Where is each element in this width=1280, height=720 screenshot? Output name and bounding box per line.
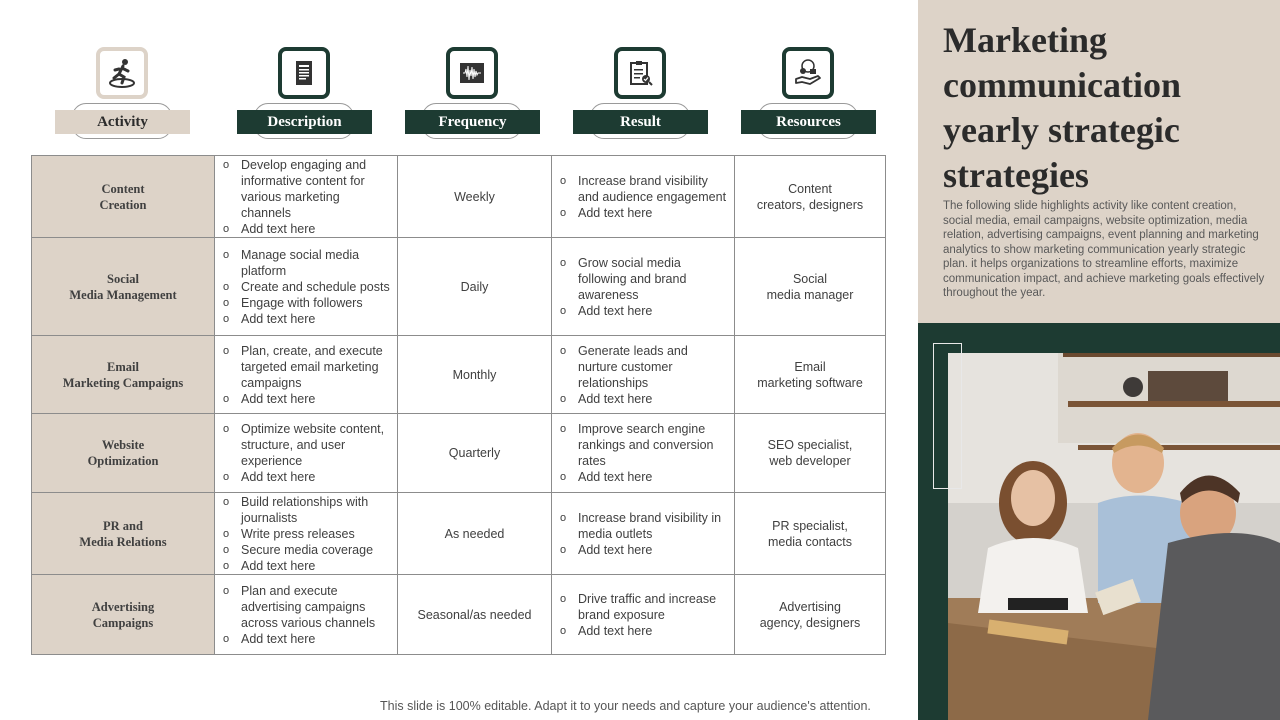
- list-item: o Add text here: [223, 558, 391, 574]
- activity-name: PR and Media Relations: [79, 518, 167, 549]
- resources-text: PR specialist, media contacts: [767, 518, 853, 549]
- list-item: o Drive traffic and increase brand exposure: [560, 591, 728, 623]
- header-resources: [741, 0, 876, 140]
- list-item: o Generate leads and nurture customer relationships: [560, 343, 728, 391]
- bullet-list: [552, 510, 734, 558]
- description-cell: [215, 414, 398, 493]
- resources-cell: [735, 336, 886, 414]
- result-cell: [552, 493, 735, 575]
- resources-text: SEO specialist, web developer: [767, 438, 853, 468]
- list-item: o Improve search engine rankings and conversion rates: [560, 421, 728, 469]
- list-item: o Add text here: [223, 311, 391, 327]
- page-description: The following slide highlights activity like content creation, social media, email campaigns, website optimization, media relation, advertising campaigns, event planning and marketing analytics to show marketing communication yearly strategic plan. it helps organizations to streamline efforts, maximize communication impact, and achieve marketing goals effectively throughout the year.: [943, 200, 1265, 299]
- list-item: o Add text here: [560, 623, 728, 639]
- activity-cell: [32, 156, 215, 238]
- header-label-frequency: Frequency: [405, 110, 540, 134]
- activity-cell: [32, 575, 215, 655]
- list-item: o Add text here: [223, 221, 391, 237]
- list-item: o Develop engaging and informative content for various marketing channels: [223, 157, 391, 221]
- header-description: [237, 0, 372, 140]
- list-item: o Add text here: [560, 542, 728, 558]
- header-activity: [55, 0, 190, 140]
- team-meeting-photo: [948, 353, 1280, 720]
- list-item: o Increase brand visibility in media outlets: [560, 510, 728, 542]
- header-result: [573, 0, 708, 140]
- result-cell: [552, 238, 735, 336]
- activity-name: Social Media Management: [69, 271, 177, 302]
- header-label-result: Result: [573, 110, 708, 134]
- description-cell: [215, 238, 398, 336]
- table-row: [32, 493, 886, 575]
- resources-text: Email marketing software: [757, 359, 863, 390]
- hand-money-icon: [782, 47, 834, 99]
- list-item: o Secure media coverage: [223, 542, 391, 558]
- activity-name: Website Optimization: [87, 438, 159, 468]
- activity-name: Email Marketing Campaigns: [62, 359, 184, 390]
- bullet-list: [215, 494, 397, 574]
- frequency-cell: Monthly: [398, 336, 552, 414]
- resources-text: Social media manager: [766, 271, 854, 302]
- bullet-list: [215, 343, 397, 407]
- list-item: o Plan, create, and execute targeted email marketing campaigns: [223, 343, 391, 391]
- list-item: o Create and schedule posts: [223, 279, 391, 295]
- activity-cell: [32, 493, 215, 575]
- list-item: o Add text here: [560, 469, 728, 485]
- list-item: o Engage with followers: [223, 295, 391, 311]
- list-item: o Add text here: [223, 391, 391, 407]
- list-item: o Add text here: [560, 303, 728, 319]
- resources-text: Advertising agency, designers: [759, 599, 861, 630]
- activity-cell: [32, 414, 215, 493]
- list-item: o Add text here: [223, 631, 391, 647]
- resources-cell: [735, 156, 886, 238]
- list-item: o Increase brand visibility and audience engagement: [560, 173, 728, 205]
- description-cell: [215, 575, 398, 655]
- clipboard-check-icon: [614, 47, 666, 99]
- list-item: o Add text here: [223, 469, 391, 485]
- result-cell: [552, 414, 735, 493]
- resources-text: Content creators, designers: [756, 181, 864, 212]
- activity-cell: [32, 238, 215, 336]
- bullet-list: [215, 157, 397, 237]
- list-item: o Manage social media platform: [223, 247, 391, 279]
- list-item: o Grow social media following and brand awareness: [560, 255, 728, 303]
- header-label-activity: Activity: [55, 110, 190, 134]
- resources-cell: [735, 238, 886, 336]
- list-item: o Add text here: [560, 391, 728, 407]
- footer-note: This slide is 100% editable. Adapt it to your needs and capture your audience's attention.: [380, 699, 871, 713]
- result-cell: [552, 156, 735, 238]
- description-cell: [215, 336, 398, 414]
- frequency-cell: Weekly: [398, 156, 552, 238]
- document-icon: [278, 47, 330, 99]
- description-cell: [215, 493, 398, 575]
- header-label-resources: Resources: [741, 110, 876, 134]
- table-row: [32, 575, 886, 655]
- table-row: [32, 336, 886, 414]
- list-item: o Plan and execute advertising campaigns across various channels: [223, 583, 391, 631]
- bullet-list: [215, 421, 397, 485]
- sound-wave-icon: [446, 47, 498, 99]
- description-cell: [215, 156, 398, 238]
- bullet-list: [552, 591, 734, 639]
- person-walking-icon: [96, 47, 148, 99]
- resources-cell: [735, 414, 886, 493]
- table-row: [32, 238, 886, 336]
- strategy-table: [31, 155, 886, 655]
- frequency-cell: Seasonal/as needed: [398, 575, 552, 655]
- frequency-cell: Daily: [398, 238, 552, 336]
- activity-name: Advertising Campaigns: [91, 599, 155, 630]
- activity-name: Content Creation: [99, 181, 147, 212]
- bullet-list: [215, 583, 397, 647]
- page-title: Marketing communication yearly strategic strategies: [943, 20, 1181, 195]
- bullet-list: [552, 173, 734, 221]
- table-row: [32, 156, 886, 238]
- result-cell: [552, 336, 735, 414]
- resources-cell: [735, 493, 886, 575]
- resources-cell: [735, 575, 886, 655]
- list-item: o Optimize website content, structure, and user experience: [223, 421, 391, 469]
- bullet-list: [552, 255, 734, 319]
- bullet-list: [552, 343, 734, 407]
- result-cell: [552, 575, 735, 655]
- list-item: o Build relationships with journalists: [223, 494, 391, 526]
- activity-cell: [32, 336, 215, 414]
- bullet-list: [215, 247, 397, 327]
- list-item: o Write press releases: [223, 526, 391, 542]
- frequency-cell: Quarterly: [398, 414, 552, 493]
- list-item: o Add text here: [560, 205, 728, 221]
- decorative-frame: [933, 343, 962, 489]
- header-label-description: Description: [237, 110, 372, 134]
- table-row: [32, 414, 886, 493]
- bullet-list: [552, 421, 734, 485]
- header-frequency: [405, 0, 540, 140]
- frequency-cell: As needed: [398, 493, 552, 575]
